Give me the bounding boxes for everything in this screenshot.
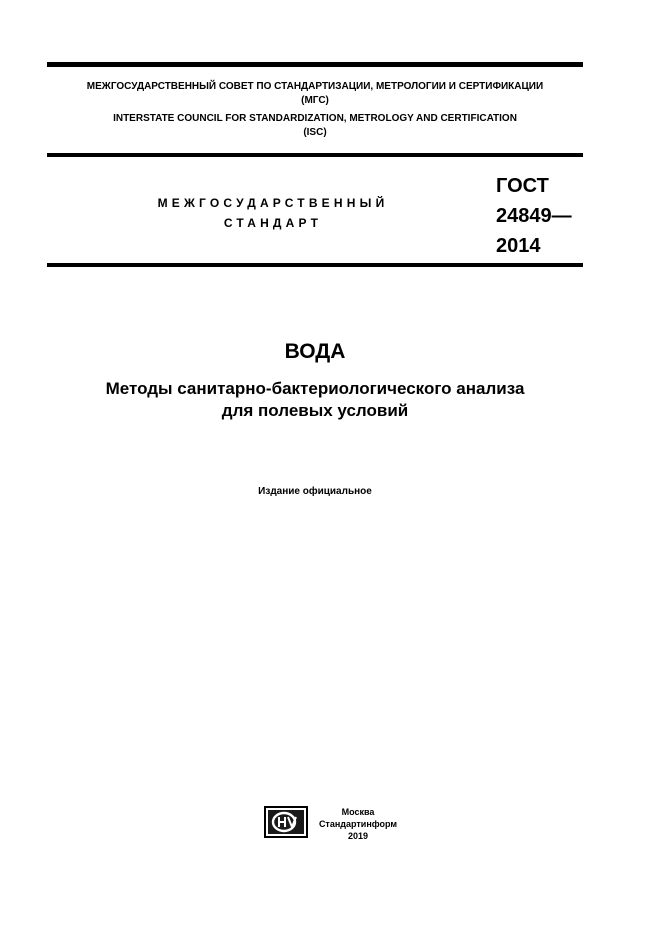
gost-designation (496, 171, 572, 261)
council-name-en (47, 112, 583, 140)
publisher-year: 2019 (347, 831, 369, 841)
subtitle-line1: Методы санитарно-бактериологического анализа (105, 379, 525, 398)
standartinform-logo-icon (264, 806, 308, 838)
edition-label: Издание официальное (258, 486, 372, 497)
gost-prefix: ГОСТ (496, 175, 549, 197)
gost-year: 2014 (496, 235, 541, 257)
council-name-ru (47, 80, 583, 108)
publisher-imprint (310, 806, 406, 842)
standard-type-label (140, 193, 406, 233)
middle-divider (47, 153, 583, 157)
publisher-city: Москва (341, 807, 375, 817)
top-divider (47, 62, 583, 67)
document-subtitle (0, 378, 630, 422)
bottom-divider (47, 263, 583, 267)
council-name-en-line: INTERSTATE COUNCIL FOR STANDARDIZATION, METROLOGY AND CERTIFICATION (113, 113, 517, 124)
publisher-name: Стандартинформ (318, 819, 398, 829)
standard-type-line2: СТАНДАРТ (223, 216, 323, 230)
document-title: ВОДА (284, 340, 346, 363)
gost-number: 24849— (496, 205, 572, 227)
standard-type-line1: МЕЖГОСУДАРСТВЕННЫЙ (157, 196, 389, 210)
subtitle-line2: для полевых условий (221, 401, 409, 420)
council-abbr-ru: (МГС) (301, 95, 329, 106)
council-abbr-en: (ISC) (303, 127, 327, 138)
council-name-ru-line: МЕЖГОСУДАРСТВЕННЫЙ СОВЕТ ПО СТАНДАРТИЗАЦИИ, МЕТРОЛОГИИ И СЕРТИФИКАЦИИ (86, 81, 544, 92)
